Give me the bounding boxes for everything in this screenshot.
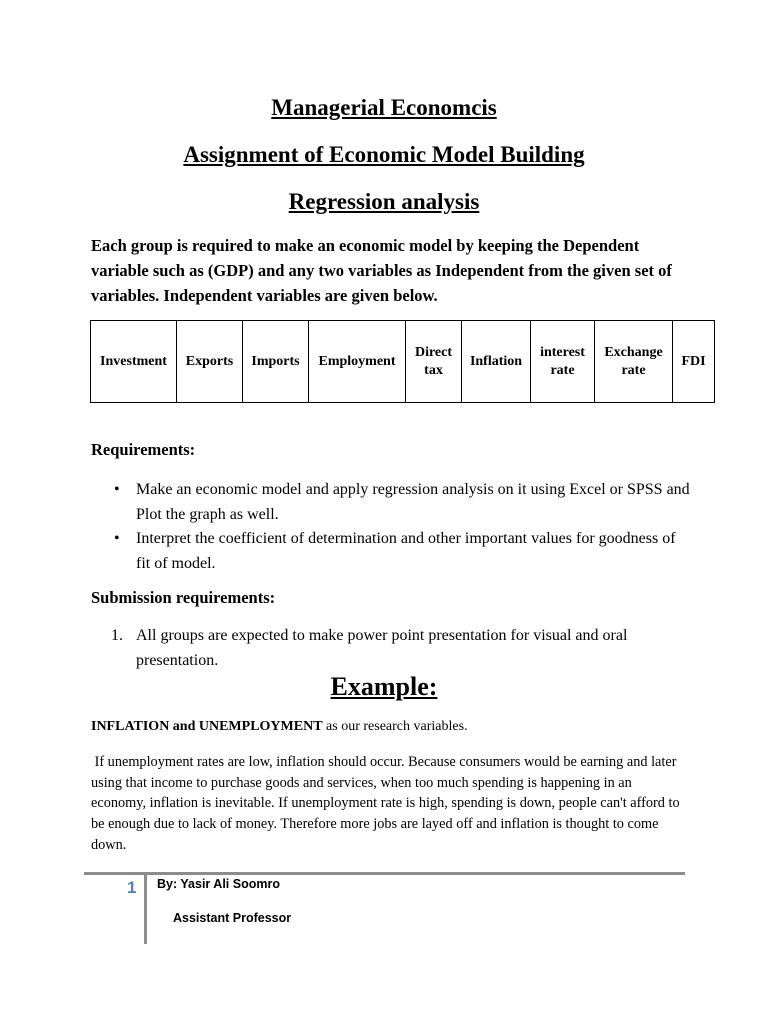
table-cell-employment: Employment	[309, 321, 406, 403]
table-row	[91, 321, 715, 403]
example-paragraph	[91, 752, 681, 856]
footer-vertical-divider	[144, 874, 147, 944]
table-cell-investment: Investment	[91, 321, 177, 403]
list-item	[91, 478, 691, 527]
topic-title: Regression analysis	[288, 189, 480, 214]
table-cell-inflation: Inflation	[462, 321, 531, 403]
page-number: 1	[127, 878, 137, 897]
example-paragraph-text: If unemployment rates are low, inflation should occur. Because consumers would be earning and later using that income to purchase goods and services, when too much spending is happening in an economy, inflation is inevitable. If unemployment rate is high, spending is down, people can't afford to be enough due to lack of money. Therefore more jobs are layed off and inflation is thought to come down.	[91, 754, 680, 853]
research-variables-rest: as our research variables.	[322, 719, 468, 734]
table-cell-fdi: FDI	[673, 321, 715, 403]
list-item	[91, 527, 691, 576]
requirements-heading: Requirements:	[91, 440, 196, 459]
research-variables-line	[91, 719, 691, 735]
table-cell-exports: Exports	[177, 321, 243, 403]
submission-list	[91, 624, 691, 673]
footer-role: Assistant Professor	[173, 911, 292, 925]
requirement-text: Make an economic model and apply regression analysis on it using Excel or SPSS and Plot the graph as well.	[136, 481, 690, 523]
table-cell-direct-tax: Direct tax	[406, 321, 462, 403]
requirement-text: Interpret the coefficient of determination and other important values for goodness of fit of model.	[136, 530, 676, 572]
example-heading: Example:	[330, 672, 438, 701]
list-number: 1.	[111, 627, 123, 644]
table-cell-exchange-rate: Exchange rate	[595, 321, 673, 403]
research-variables-bold: INFLATION and UNEMPLOYMENT	[91, 719, 323, 734]
intro-paragraph: Each group is required to make an economic model by keeping the Dependent variable such as (GDP) and any two variables as Independent from the given set of variables. Independent variables are given below.	[91, 236, 672, 305]
footer-divider	[84, 872, 685, 875]
requirements-list	[91, 478, 691, 576]
bullet-icon: •	[114, 481, 120, 498]
assignment-title: Assignment of Economic Model Building	[183, 142, 585, 167]
footer-author: By: Yasir Ali Soomro	[157, 877, 280, 891]
variables-table	[90, 320, 715, 403]
list-item	[91, 624, 691, 673]
submission-text: All groups are expected to make power point presentation for visual and oral presentation.	[136, 627, 628, 669]
submission-heading: Submission requirements:	[91, 588, 276, 607]
table-cell-interest-rate: interest rate	[531, 321, 595, 403]
document-title: Managerial Economcis	[271, 95, 497, 120]
bullet-icon: •	[114, 530, 120, 547]
table-cell-imports: Imports	[243, 321, 309, 403]
